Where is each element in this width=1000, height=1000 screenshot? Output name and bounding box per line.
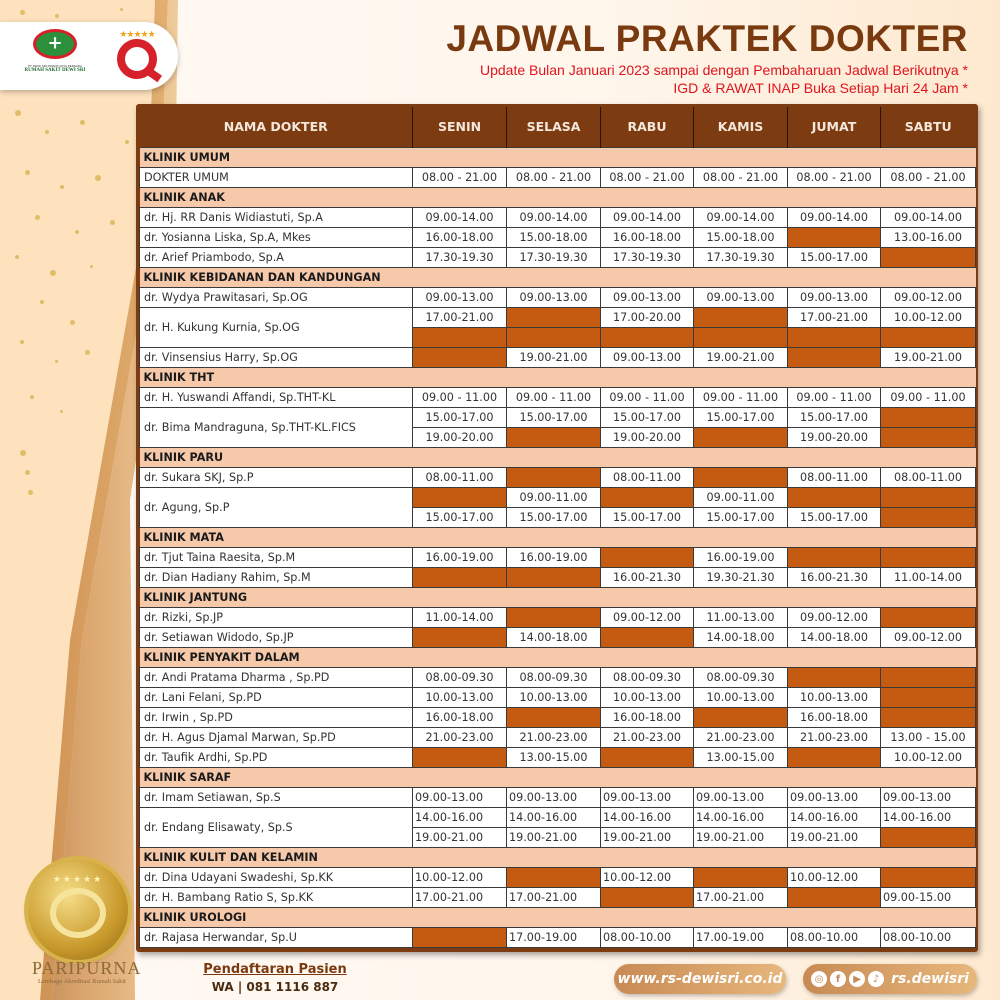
table-header-row: [140, 107, 976, 147]
schedule-cell: 19.00-21.00: [694, 347, 788, 367]
schedule-cell: 19.30-21.30: [694, 567, 788, 587]
doctor-row: [140, 627, 976, 647]
schedule-cell: 15.00-17.00: [788, 407, 881, 427]
social-handle: rs.dewisri: [891, 971, 969, 987]
schedule-cell-closed: [881, 507, 976, 527]
schedule-cell-closed: [507, 327, 601, 347]
schedule-cell: 09.00-13.00: [694, 787, 788, 807]
schedule-cell: 08.00 - 21.00: [694, 167, 788, 187]
schedule-cell-closed: [694, 427, 788, 447]
doctor-name: dr. Bima Mandraguna, Sp.THT-KL.FICS: [140, 407, 413, 447]
schedule-cell: 21.00-23.00: [507, 727, 601, 747]
schedule-cell: 09.00-11.00: [694, 487, 788, 507]
schedule-cell: 17.00-19.00: [507, 927, 601, 947]
doctor-name: dr. Tjut Taina Raesita, Sp.M: [140, 547, 413, 567]
schedule-cell: 13.00 - 15.00: [881, 727, 976, 747]
schedule-cell: 09.00-13.00: [507, 287, 601, 307]
clinic-row: [140, 847, 976, 867]
schedule-cell: 08.00 - 21.00: [881, 167, 976, 187]
schedule-cell-closed: [601, 887, 694, 907]
schedule-cell-closed: [881, 867, 976, 887]
schedule-cell: 09.00-13.00: [788, 287, 881, 307]
doctor-name: dr. Arief Priambodo, Sp.A: [140, 247, 413, 267]
page-title: JADWAL PRAKTEK DOKTER: [446, 18, 968, 59]
doctor-name: dr. H. Kukung Kurnia, Sp.OG: [140, 307, 413, 347]
doctor-name: dr. H. Yuswandi Affandi, Sp.THT-KL: [140, 387, 413, 407]
schedule-cell: 09.00-14.00: [601, 207, 694, 227]
schedule-cell: 13.00-15.00: [507, 747, 601, 767]
schedule-cell-closed: [694, 867, 788, 887]
schedule-cell: 16.00-19.00: [507, 547, 601, 567]
registration-whatsapp[interactable]: WA | 081 1116 887: [211, 980, 339, 994]
doctor-row: [140, 307, 976, 327]
schedule-cell: 09.00-13.00: [601, 347, 694, 367]
schedule-cell: 19.00-21.00: [507, 347, 601, 367]
schedule-cell: 17.30-19.30: [601, 247, 694, 267]
schedule-cell: 15.00-17.00: [788, 247, 881, 267]
schedule-cell: 17.30-19.30: [507, 247, 601, 267]
accreditation-subtitle: Lembaga Akreditasi Rumah Sakit: [38, 978, 126, 985]
doctor-row: [140, 687, 976, 707]
schedule-cell-closed: [788, 347, 881, 367]
schedule-cell-closed: [601, 327, 694, 347]
clinic-row: [140, 187, 976, 207]
schedule-cell: 09.00-12.00: [881, 627, 976, 647]
doctor-name: dr. H. Agus Djamal Marwan, Sp.PD: [140, 727, 413, 747]
schedule-cell: 15.00-17.00: [507, 507, 601, 527]
column-header-monday: SENIN: [413, 107, 507, 147]
doctor-name: dr. Wydya Prawitasari, Sp.OG: [140, 287, 413, 307]
clinic-name: KLINIK KULIT DAN KELAMIN: [140, 847, 976, 867]
schedule-cell-closed: [413, 747, 507, 767]
schedule-cell: 08.00-11.00: [601, 467, 694, 487]
quality-logo: [112, 29, 162, 83]
schedule-cell-closed: [881, 247, 976, 267]
schedule-cell: 08.00 - 21.00: [788, 167, 881, 187]
schedule-cell: 19.00-21.00: [413, 827, 507, 847]
schedule-cell: 16.00-18.00: [601, 707, 694, 727]
schedule-cell: 15.00-17.00: [788, 507, 881, 527]
schedule-cell: 09.00-12.00: [601, 607, 694, 627]
column-header-thursday: KAMIS: [694, 107, 788, 147]
schedule-cell: 17.00-21.00: [694, 887, 788, 907]
q-ring-icon: [117, 39, 157, 79]
schedule-cell: 15.00-17.00: [694, 407, 788, 427]
schedule-cell-closed: [413, 927, 507, 947]
hospital-emblem-icon: [33, 29, 77, 59]
schedule-cell: 19.00-20.00: [601, 427, 694, 447]
doctor-row: [140, 667, 976, 687]
schedule-table: [139, 107, 976, 948]
schedule-cell: 17.00-21.00: [413, 887, 507, 907]
doctor-row: [140, 787, 976, 807]
clinic-row: [140, 647, 976, 667]
schedule-cell: 16.00-19.00: [413, 547, 507, 567]
schedule-cell: 17.00-19.00: [694, 927, 788, 947]
schedule-cell-closed: [881, 707, 976, 727]
schedule-cell-closed: [788, 667, 881, 687]
schedule-cell: 09.00-15.00: [881, 887, 976, 907]
schedule-cell: 09.00-13.00: [601, 787, 694, 807]
schedule-cell: 17.30-19.30: [694, 247, 788, 267]
clinic-row: [140, 367, 976, 387]
clinic-name: KLINIK ANAK: [140, 187, 976, 207]
schedule-cell: 10.00-13.00: [601, 687, 694, 707]
schedule-cell: 21.00-23.00: [788, 727, 881, 747]
doctor-name: DOKTER UMUM: [140, 167, 413, 187]
clinic-row: [140, 767, 976, 787]
schedule-cell: 14.00-18.00: [507, 627, 601, 647]
clinic-name: KLINIK PARU: [140, 447, 976, 467]
schedule-cell: 08.00-09.30: [694, 667, 788, 687]
schedule-cell-closed: [881, 427, 976, 447]
schedule-cell: 09.00-13.00: [788, 787, 881, 807]
schedule-cell-closed: [507, 307, 601, 327]
doctor-row: [140, 547, 976, 567]
doctor-name: dr. Hj. RR Danis Widiastuti, Sp.A: [140, 207, 413, 227]
schedule-cell: 09.00-13.00: [601, 287, 694, 307]
schedule-cell: 08.00 - 21.00: [413, 167, 507, 187]
schedule-cell: 09.00 - 11.00: [601, 387, 694, 407]
schedule-cell: 09.00-12.00: [788, 607, 881, 627]
clinic-name: KLINIK THT: [140, 367, 976, 387]
schedule-cell: 08.00-09.30: [601, 667, 694, 687]
schedule-cell: 09.00-13.00: [694, 287, 788, 307]
schedule-cell: 09.00-14.00: [507, 207, 601, 227]
schedule-cell-closed: [788, 747, 881, 767]
schedule-cell: 19.00-21.00: [601, 827, 694, 847]
schedule-cell: 09.00-12.00: [881, 287, 976, 307]
schedule-cell: 14.00-16.00: [507, 807, 601, 827]
clinic-row: [140, 447, 976, 467]
schedule-cell: 09.00-13.00: [507, 787, 601, 807]
schedule-cell-closed: [694, 707, 788, 727]
doctor-row: [140, 807, 976, 827]
schedule-cell-closed: [788, 547, 881, 567]
schedule-cell: 16.00-18.00: [601, 227, 694, 247]
schedule-cell: 21.00-23.00: [413, 727, 507, 747]
igd-notice: IGD & RAWAT INAP Buka Setiap Hari 24 Jam *: [673, 80, 968, 96]
schedule-body: [140, 147, 976, 947]
schedule-cell: 08.00-11.00: [881, 467, 976, 487]
schedule-cell: 15.00-17.00: [601, 407, 694, 427]
schedule-cell-closed: [413, 327, 507, 347]
clinic-name: KLINIK KEBIDANAN DAN KANDUNGAN: [140, 267, 976, 287]
doctor-name: dr. Agung, Sp.P: [140, 487, 413, 527]
schedule-cell: 15.00-17.00: [601, 507, 694, 527]
doctor-name: dr. Rizki, Sp.JP: [140, 607, 413, 627]
schedule-cell: 21.00-23.00: [694, 727, 788, 747]
schedule-cell: 19.00-21.00: [507, 827, 601, 847]
schedule-cell-closed: [881, 327, 976, 347]
schedule-cell: 16.00-21.30: [788, 567, 881, 587]
doctor-row: [140, 287, 976, 307]
schedule-cell-closed: [601, 747, 694, 767]
clinic-name: KLINIK UROLOGI: [140, 907, 976, 927]
schedule-cell: 14.00-16.00: [413, 807, 507, 827]
schedule-cell: 10.00-13.00: [507, 687, 601, 707]
doctor-row: [140, 467, 976, 487]
clinic-row: [140, 587, 976, 607]
schedule-cell-closed: [413, 487, 507, 507]
schedule-cell: 08.00-10.00: [788, 927, 881, 947]
column-header-saturday: SABTU: [881, 107, 976, 147]
doctor-name: dr. Rajasa Herwandar, Sp.U: [140, 927, 413, 947]
schedule-cell: 09.00-14.00: [788, 207, 881, 227]
schedule-cell: 14.00-18.00: [788, 627, 881, 647]
logo-bar: [0, 22, 178, 90]
schedule-cell-closed: [507, 567, 601, 587]
schedule-cell: 19.00-21.00: [788, 827, 881, 847]
schedule-cell: 14.00-16.00: [694, 807, 788, 827]
column-header-doctor: NAMA DOKTER: [140, 107, 413, 147]
doctor-name: dr. Dina Udayani Swadeshi, Sp.KK: [140, 867, 413, 887]
schedule-cell-closed: [413, 627, 507, 647]
schedule-cell: 14.00-16.00: [788, 807, 881, 827]
schedule-cell: 09.00-14.00: [694, 207, 788, 227]
doctor-row: [140, 347, 976, 367]
schedule-cell-closed: [881, 487, 976, 507]
schedule-cell: 15.00-18.00: [507, 227, 601, 247]
registration-label: Pendaftaran Pasien: [203, 962, 347, 977]
schedule-cell-closed: [694, 307, 788, 327]
schedule-cell-closed: [788, 327, 881, 347]
schedule-cell: 10.00-12.00: [413, 867, 507, 887]
website-url: www.rs-dewisri.co.id: [617, 971, 783, 987]
clinic-name: KLINIK JANTUNG: [140, 587, 976, 607]
schedule-cell: 16.00-21.30: [601, 567, 694, 587]
column-header-tuesday: SELASA: [507, 107, 601, 147]
schedule-cell-closed: [881, 687, 976, 707]
doctor-row: [140, 727, 976, 747]
schedule-cell: 08.00-10.00: [881, 927, 976, 947]
schedule-cell: 11.00-13.00: [694, 607, 788, 627]
schedule-cell: 16.00-18.00: [413, 227, 507, 247]
schedule-cell: 09.00-14.00: [413, 207, 507, 227]
tiktok-icon[interactable]: ♪: [868, 971, 884, 987]
doctor-row: [140, 927, 976, 947]
schedule-cell: 15.00-18.00: [694, 227, 788, 247]
schedule-cell-closed: [694, 467, 788, 487]
schedule-cell: 17.30-19.30: [413, 247, 507, 267]
schedule-cell-closed: [507, 607, 601, 627]
clinic-row: [140, 907, 976, 927]
schedule-cell-closed: [601, 487, 694, 507]
schedule-cell-closed: [413, 567, 507, 587]
schedule-cell: 08.00-09.30: [507, 667, 601, 687]
doctor-name: dr. H. Bambang Ratio S, Sp.KK: [140, 887, 413, 907]
schedule-cell-closed: [881, 827, 976, 847]
schedule-cell: 09.00-11.00: [507, 487, 601, 507]
doctor-row: [140, 747, 976, 767]
schedule-cell-closed: [881, 667, 976, 687]
website-link[interactable]: [614, 964, 786, 994]
schedule-cell-closed: [507, 867, 601, 887]
update-notice: Update Bulan Januari 2023 sampai dengan Pembaharuan Jadwal Berikutnya *: [480, 62, 968, 78]
doctor-row: [140, 487, 976, 507]
social-media-link[interactable]: [803, 964, 977, 994]
doctor-row: [140, 387, 976, 407]
schedule-cell: 09.00-14.00: [881, 207, 976, 227]
instagram-icon[interactable]: ◎: [811, 971, 827, 987]
schedule-cell-closed: [881, 407, 976, 427]
doctor-row: [140, 707, 976, 727]
schedule-cell: 09.00 - 11.00: [881, 387, 976, 407]
schedule-cell: 08.00-09.30: [413, 667, 507, 687]
schedule-cell-closed: [881, 607, 976, 627]
schedule-cell: 10.00-12.00: [601, 867, 694, 887]
schedule-cell: 15.00-17.00: [413, 507, 507, 527]
schedule-cell: 09.00-13.00: [413, 287, 507, 307]
schedule-cell: 09.00-13.00: [881, 787, 976, 807]
schedule-cell: 10.00-12.00: [881, 307, 976, 327]
schedule-cell: 09.00 - 11.00: [413, 387, 507, 407]
schedule-cell: 13.00-15.00: [694, 747, 788, 767]
doctor-name: dr. Endang Elisawaty, Sp.S: [140, 807, 413, 847]
doctor-row: [140, 407, 976, 427]
schedule-cell: 14.00-16.00: [601, 807, 694, 827]
schedule-table-frame: [136, 104, 978, 952]
schedule-cell: 10.00-13.00: [413, 687, 507, 707]
schedule-cell-closed: [507, 707, 601, 727]
doctor-name: dr. Imam Setiawan, Sp.S: [140, 787, 413, 807]
schedule-cell: 19.00-20.00: [788, 427, 881, 447]
schedule-cell: 09.00 - 11.00: [507, 387, 601, 407]
paripurna-seal-icon: [28, 860, 128, 960]
schedule-cell-closed: [507, 467, 601, 487]
doctor-row: [140, 227, 976, 247]
doctor-name: dr. Yosianna Liska, Sp.A, Mkes: [140, 227, 413, 247]
doctor-row: [140, 167, 976, 187]
doctor-name: dr. Dian Hadiany Rahim, Sp.M: [140, 567, 413, 587]
doctor-name: dr. Andi Pratama Dharma , Sp.PD: [140, 667, 413, 687]
clinic-row: [140, 267, 976, 287]
facebook-icon[interactable]: f: [830, 971, 846, 987]
doctor-row: [140, 867, 976, 887]
schedule-cell-closed: [413, 347, 507, 367]
schedule-cell: 15.00-17.00: [413, 407, 507, 427]
doctor-row: [140, 607, 976, 627]
schedule-cell: 09.00 - 11.00: [788, 387, 881, 407]
accreditation-title: PARIPURNA: [32, 958, 142, 978]
schedule-cell: 13.00-16.00: [881, 227, 976, 247]
schedule-cell: 15.00-17.00: [694, 507, 788, 527]
doctor-row: [140, 567, 976, 587]
clinic-row: [140, 527, 976, 547]
schedule-cell-closed: [788, 227, 881, 247]
doctor-name: dr. Irwin , Sp.PD: [140, 707, 413, 727]
doctor-name: dr. Sukara SKJ, Sp.P: [140, 467, 413, 487]
schedule-cell-closed: [788, 487, 881, 507]
schedule-cell: 08.00-11.00: [413, 467, 507, 487]
schedule-cell: 17.00-20.00: [601, 307, 694, 327]
hospital-company-name: PT. DEWI SRI PRIANTI DIYA PERSADA: [27, 64, 83, 68]
schedule-cell: 10.00-13.00: [788, 687, 881, 707]
doctor-name: dr. Taufik Ardhi, Sp.PD: [140, 747, 413, 767]
schedule-cell-closed: [507, 427, 601, 447]
doctor-name: dr. Lani Felani, Sp.PD: [140, 687, 413, 707]
clinic-name: KLINIK UMUM: [140, 147, 976, 167]
youtube-icon[interactable]: ▶: [849, 971, 865, 987]
schedule-cell: 10.00-13.00: [694, 687, 788, 707]
clinic-name: KLINIK SARAF: [140, 767, 976, 787]
schedule-cell: 08.00-10.00: [601, 927, 694, 947]
seal-q-icon: [50, 888, 106, 938]
schedule-cell-closed: [601, 627, 694, 647]
schedule-cell: 17.00-21.00: [507, 887, 601, 907]
schedule-cell: 19.00-20.00: [413, 427, 507, 447]
doctor-row: [140, 247, 976, 267]
column-header-friday: JUMAT: [788, 107, 881, 147]
schedule-cell: 08.00-11.00: [788, 467, 881, 487]
column-header-wednesday: RABU: [601, 107, 694, 147]
schedule-cell: 19.00-21.00: [694, 827, 788, 847]
schedule-cell-closed: [694, 327, 788, 347]
schedule-cell: 10.00-12.00: [881, 747, 976, 767]
seal-stars-icon: ★★★★★: [52, 874, 104, 884]
hospital-logo: [24, 29, 86, 83]
schedule-cell: 15.00-17.00: [507, 407, 601, 427]
schedule-cell: 11.00-14.00: [881, 567, 976, 587]
schedule-cell: 17.00-21.00: [788, 307, 881, 327]
schedule-cell: 11.00-14.00: [413, 607, 507, 627]
schedule-cell: 09.00-13.00: [413, 787, 507, 807]
doctor-name: dr. Vinsensius Harry, Sp.OG: [140, 347, 413, 367]
clinic-name: KLINIK MATA: [140, 527, 976, 547]
clinic-name: KLINIK PENYAKIT DALAM: [140, 647, 976, 667]
schedule-cell: 16.00-19.00: [694, 547, 788, 567]
doctor-row: [140, 887, 976, 907]
schedule-cell: 19.00-21.00: [881, 347, 976, 367]
doctor-row: [140, 207, 976, 227]
stars-icon: ★★★★★: [119, 29, 155, 39]
schedule-cell: 14.00-18.00: [694, 627, 788, 647]
schedule-cell: 10.00-12.00: [788, 867, 881, 887]
schedule-cell: 09.00 - 11.00: [694, 387, 788, 407]
schedule-cell: 17.00-21.00: [413, 307, 507, 327]
schedule-cell: 08.00 - 21.00: [507, 167, 601, 187]
schedule-cell: 14.00-16.00: [881, 807, 976, 827]
schedule-cell: 21.00-23.00: [601, 727, 694, 747]
doctor-name: dr. Setiawan Widodo, Sp.JP: [140, 627, 413, 647]
schedule-cell: 16.00-18.00: [413, 707, 507, 727]
clinic-row: [140, 147, 976, 167]
schedule-cell: 08.00 - 21.00: [601, 167, 694, 187]
schedule-cell: 16.00-18.00: [788, 707, 881, 727]
schedule-cell-closed: [881, 547, 976, 567]
hospital-name: RUMAH SAKIT DEWI SRI: [24, 68, 86, 73]
schedule-cell-closed: [601, 547, 694, 567]
schedule-cell-closed: [788, 887, 881, 907]
